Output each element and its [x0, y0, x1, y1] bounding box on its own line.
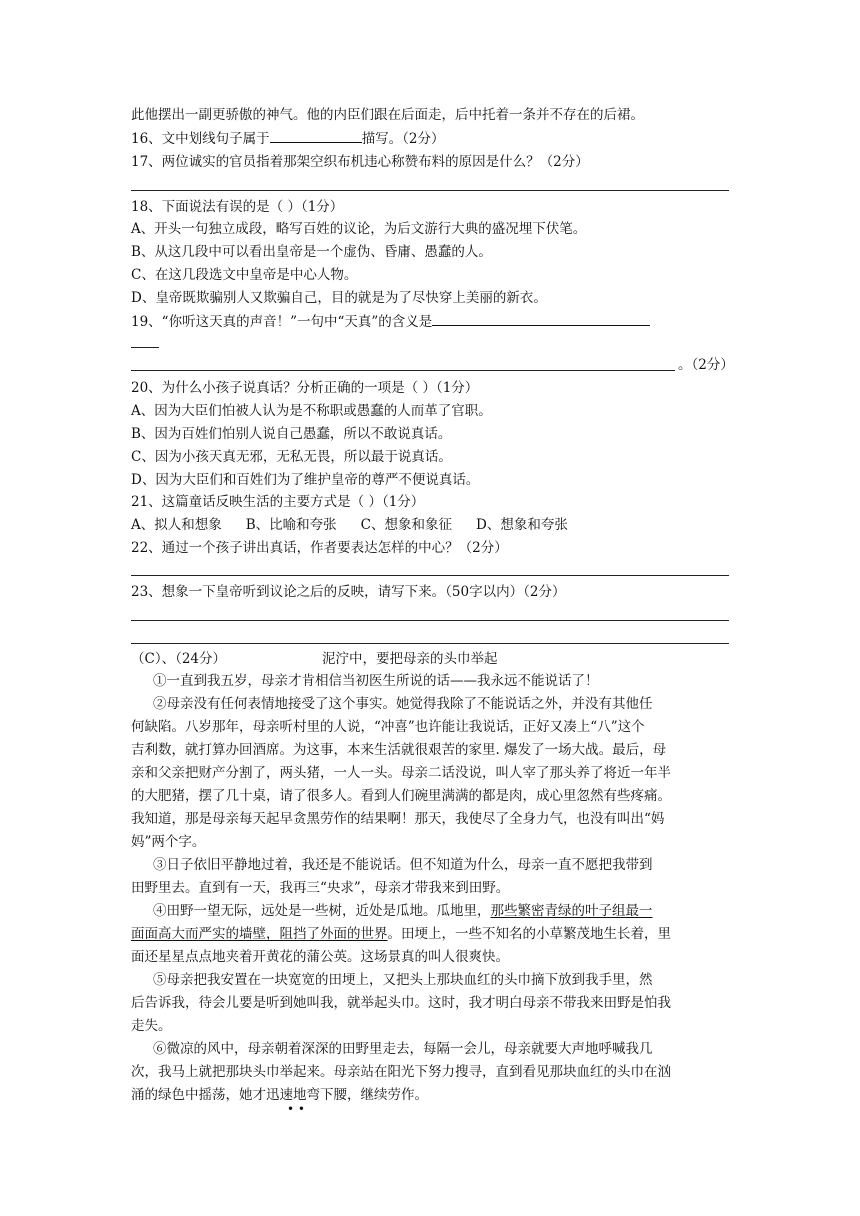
paragraph-6-line: 涌的绿色中摇荡，她才迅速地弯下腰，继续劳作。 [131, 1087, 428, 1103]
option-20-c: C、因为小孩天真无邪，无私无畏，所以最于说真话。 [131, 449, 452, 465]
paragraph-2-line: 我知道，那是母亲每天起早贪黑劳作的结果啊！那天，我使尽了全身力气，也没有叫出“妈 [131, 811, 665, 827]
section-label: （C）、（24分） [131, 651, 227, 667]
paragraph-1: ①一直到我五岁，母亲才肯相信当初医生所说的话——我永远不能说话了！ [153, 673, 599, 689]
answer-line[interactable] [131, 190, 729, 191]
paragraph-3-line: 田野里去。直到有一天，我再三“央求”，母亲才带我来到田野。 [131, 880, 510, 896]
question-17: 17、两位诚实的官员指着那架空织布机违心称赞布料的原因是什么？（2分） [131, 154, 589, 170]
answer-line[interactable] [131, 643, 729, 644]
question-18: 18、下面说法有误的是（ ）（1分） [131, 199, 344, 215]
paragraph-5-line: ⑤母亲把我安置在一块宽宽的田埂上，又把头上那块血红的头巾摘下放到我手里，然 [153, 972, 653, 988]
paragraph-6-line: 次，我马上就把那块头巾举起来。母亲站在阳光下努力搜寻，直到看见那块血红的头巾在汹 [131, 1064, 671, 1080]
paragraph-2-line: 妈”两个字。 [131, 834, 206, 850]
paragraph-4-line: 面还星星点点地夹着开黄花的蒲公英。这场景真的叫人很爽快。 [131, 949, 509, 965]
answer-line[interactable] [131, 575, 729, 576]
option-21-c: C、想象和象征 [360, 517, 453, 533]
question-20: 20、为什么小孩子说真话？分析正确的一项是（ ）（1分） [131, 380, 479, 396]
paragraph-5-line: 后告诉我，待会儿要是听到她叫我，就举起头巾。这时，我才明白母亲不带我来田野是怕我 [131, 995, 671, 1011]
question-19-text: 19、“你听这天真的声音！”一句中“天真”的含义是 [131, 314, 433, 330]
question-21-options [131, 516, 731, 534]
paragraph-3-line: ③日子依旧平静地过着，我还是不能说话。但不知道为什么，母亲一直不愿把我带到 [153, 857, 653, 873]
underlined-sentence: 面面高大而严实的墙壁，阻挡了外面的世界 [131, 926, 388, 942]
question-21: 21、这篇童话反映生活的主要方式是（ ）（1分） [131, 494, 425, 510]
paragraph-2-line: 何缺陷。八岁那年，母亲听村里的人说，“冲喜”也许能让我说话，正好又凑上“八”这个 [131, 719, 645, 735]
text-line: 此他摆出一副更骄傲的神气。他的内臣们跟在后面走，后中托着一条并不存在的后裙。 [131, 107, 644, 123]
paragraph-2-line: 亲和父亲把财产分割了，两头猪，一人一头。母亲二话没说，叫人宰了那头养了将近一年半 [131, 765, 671, 781]
option-20-b: B、因为百姓们怕别人说自己愚蠢，所以不敢说真话。 [131, 426, 452, 442]
option-18-a: A、开头一句独立成段，略写百姓的议论，为后文游行大典的盛况埋下伏笔。 [131, 221, 587, 237]
question-16-text: 16、文中划线句子属于 [131, 131, 270, 147]
option-18-d: D、皇帝既欺骗别人又欺骗自己，目的就是为了尽快穿上美丽的新衣。 [131, 290, 547, 306]
paragraph-4-text: 。田埂上，一些不知名的小草繁茂地生长着，里 [387, 926, 671, 942]
question-16-tail: 描写。（2分） [361, 131, 445, 147]
option-21-d: D、想象和夸张 [476, 517, 568, 533]
underlined-sentence: 那些繁密青绿的叶子组最一 [490, 903, 653, 919]
option-18-b: B、从这几段中可以看出皇帝是一个虚伪、昏庸、愚蠢的人。 [131, 244, 492, 260]
question-19-score: 。（2分） [678, 357, 734, 373]
question-19 [131, 313, 731, 331]
paragraph-6-line: ⑥微凉的风中，母亲朝着深深的田野里走去，每隔一会儿，母亲就要大声地呼喊我几 [153, 1041, 653, 1057]
answer-line[interactable] [131, 620, 729, 621]
paragraph-4-text: ④田野一望无际，远处是一些树，近处是瓜地。瓜地里， [153, 903, 491, 919]
paragraph-2-line: 的大肥猪，摆了几十桌，请了很多人。看到人们碗里满满的都是肉，成心里忽然有些疼痛。 [131, 788, 671, 804]
option-21-a: A、拟人和想象 [131, 517, 222, 533]
question-22: 22、通过一个孩子讲出真话，作者要表达怎样的中心？（2分） [131, 540, 508, 556]
section-c-header [131, 650, 731, 668]
passage-title: 泥泞中，要把母亲的头巾举起 [322, 651, 498, 667]
option-20-d: D、因为大臣们和百姓们为了维护皇帝的尊严不便说真话。 [131, 472, 480, 488]
question-23: 23、想象一下皇帝听到议论之后的反映，请写下来。（50字以内）（2分） [131, 584, 566, 600]
emphasis-dots: • • [287, 1102, 305, 1116]
answer-line[interactable] [131, 347, 159, 348]
paragraph-4-line [153, 902, 753, 920]
answer-line[interactable] [131, 370, 675, 371]
question-16 [131, 130, 731, 148]
paragraph-5-line: 走失。 [131, 1018, 172, 1034]
option-18-c: C、在这几段选文中皇帝是中心人物。 [131, 267, 358, 283]
option-21-b: B、比喻和夸张 [245, 517, 337, 533]
paragraph-2-line: ②母亲没有任何表情地接受了这个事实。她觉得我除了不能说话之外，并没有其他任 [153, 696, 653, 712]
option-20-a: A、因为大臣们怕被人认为是不称职或愚蠢的人而革了官职。 [131, 403, 492, 419]
paragraph-4-line [131, 925, 731, 943]
answer-blank[interactable] [432, 313, 650, 326]
paragraph-2-line: 吉利数，就打算办回酒席。为这事，本来生活就很艰苦的家里. 爆发了一场大战。最后，母 [131, 742, 667, 758]
answer-blank[interactable] [270, 130, 362, 143]
